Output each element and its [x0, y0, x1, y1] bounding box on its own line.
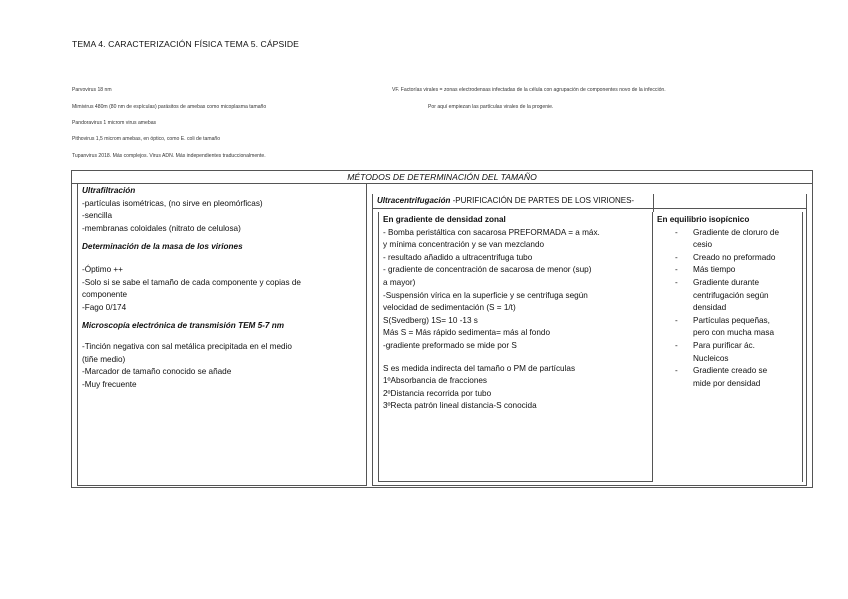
- ultra-line: -sencilla: [82, 211, 113, 221]
- zonal-line: -gradiente preformado se mide por S: [383, 340, 517, 350]
- zonal-column: [378, 212, 653, 482]
- masa-title: Determinación de la masa de los viriones: [82, 242, 243, 252]
- tem-line: -Muy frecuente: [82, 379, 137, 389]
- iso-item: - Más tiempo: [657, 264, 779, 277]
- iso-item: - Creado no preformado: [657, 252, 779, 265]
- zonal-line: Más S = Más rápido sedimenta= más al fondo: [383, 328, 551, 338]
- zonal-line: - gradiente de concentración de sacarosa de menor (sup): [383, 265, 592, 275]
- note-factorias-virales: VF. Factorías virales = zonas electrodensas infectadas de la célula con agrupación de componentes novo de la infección.: [392, 87, 666, 93]
- page-title: TEMA 4. CARACTERIZACIÓN FÍSICA TEMA 5. CÁPSIDE: [72, 39, 299, 49]
- tem-line: -Tinción negativa con sal metálica precipitada en el medio: [82, 341, 292, 351]
- zonal-line: - resultado añadido a ultracentrifuga tubo: [383, 252, 533, 262]
- isopycnic-column: [653, 212, 803, 482]
- iso-item: - Partículas pequeñas, pero con mucha masa: [657, 315, 779, 340]
- s-line: 3ºRecta patrón lineal distancia-S conocida: [383, 401, 537, 411]
- zonal-line: y mínima concentración y se van mezclando: [383, 240, 545, 250]
- ultra-line: -partículas isométricas, (no sirve en pleomórficas): [82, 198, 263, 208]
- tem-title: Microscopía electrónica de transmisión TEM 5-7 nm: [82, 321, 285, 331]
- tem-line: (tiñe medio): [82, 354, 126, 364]
- note-pithovirus: Pithovirus 1,5 microm amebas, en óptico, como E. coli de tamaño: [72, 136, 221, 142]
- masa-line: -Fago 0/174: [82, 302, 127, 312]
- zonal-line: velocidad de sedimentación (S = 1/t): [383, 303, 516, 313]
- note-parvovirus: Parvovirus 18 nm: [72, 87, 112, 93]
- zonal-line: -Suspensión vírica en la superficie y se centrifuga según: [383, 290, 588, 300]
- note-progenie: Por aquí empiezan las partículas virales de la progenie.: [428, 104, 554, 110]
- masa-line: componente: [82, 290, 128, 300]
- tem-line: -Marcador de tamaño conocido se añade: [82, 367, 232, 377]
- centrifugation-label: Ultracentrifugación: [377, 196, 451, 205]
- zonal-title: En gradiente de densidad zonal: [383, 215, 506, 224]
- methods-table-header: MÉTODOS DE DETERMINACIÓN DEL TAMAÑO: [72, 171, 812, 184]
- iso-item: - Gradiente creado se mide por densidad: [657, 365, 779, 390]
- zonal-line: - Bomba peristáltica con sacarosa PREFORMADA = a máx.: [383, 227, 600, 237]
- zonal-line: a mayor): [383, 277, 416, 287]
- ultrafiltracion-title: Ultrafiltración: [82, 186, 136, 195]
- iso-item: - Gradiente durante centrifugación según densidad: [657, 277, 779, 315]
- s-line: 1ºAbsorbancia de fracciones: [383, 376, 488, 386]
- centrifugation-box: [372, 194, 807, 486]
- centrifugation-header: [373, 194, 806, 209]
- masa-line: -Solo si se sabe el tamaño de cada componente y copias de: [82, 277, 301, 287]
- zonal-line: S(Svedberg) 1S= 10 -13 s: [383, 315, 478, 325]
- left-column: [77, 183, 367, 486]
- note-tupanvirus: Tupanvirus 2018. Más complejos. Virus ADN. Más independientes traduccionalmente.: [72, 153, 266, 159]
- masa-line: -Óptimo ++: [82, 264, 123, 274]
- centrifugation-subtitle: -PURIFICACIÓN DE PARTES DE LOS VIRIONES-: [450, 196, 635, 205]
- iso-item: - Gradiente de cloruro de cesio: [657, 227, 779, 252]
- iso-item: - Para purificar ác. Nucleicos: [657, 340, 779, 365]
- note-mimivirus: Mimivirus 480m (80 nm de espículas) parásitos de amebas como micoplasma tamaño: [72, 104, 267, 110]
- ultra-line: -membranas coloidales (nitrato de celulosa): [82, 223, 241, 233]
- note-pandoravirus: Pandoravirus 1 microm virus amebas: [72, 120, 157, 126]
- s-line: S es medida indirecta del tamaño o PM de partículas: [383, 363, 576, 373]
- s-line: 2ºDistancia recorrida por tubo: [383, 388, 492, 398]
- methods-table: [71, 170, 813, 488]
- iso-title: En equilibrio isopícnico: [657, 215, 750, 224]
